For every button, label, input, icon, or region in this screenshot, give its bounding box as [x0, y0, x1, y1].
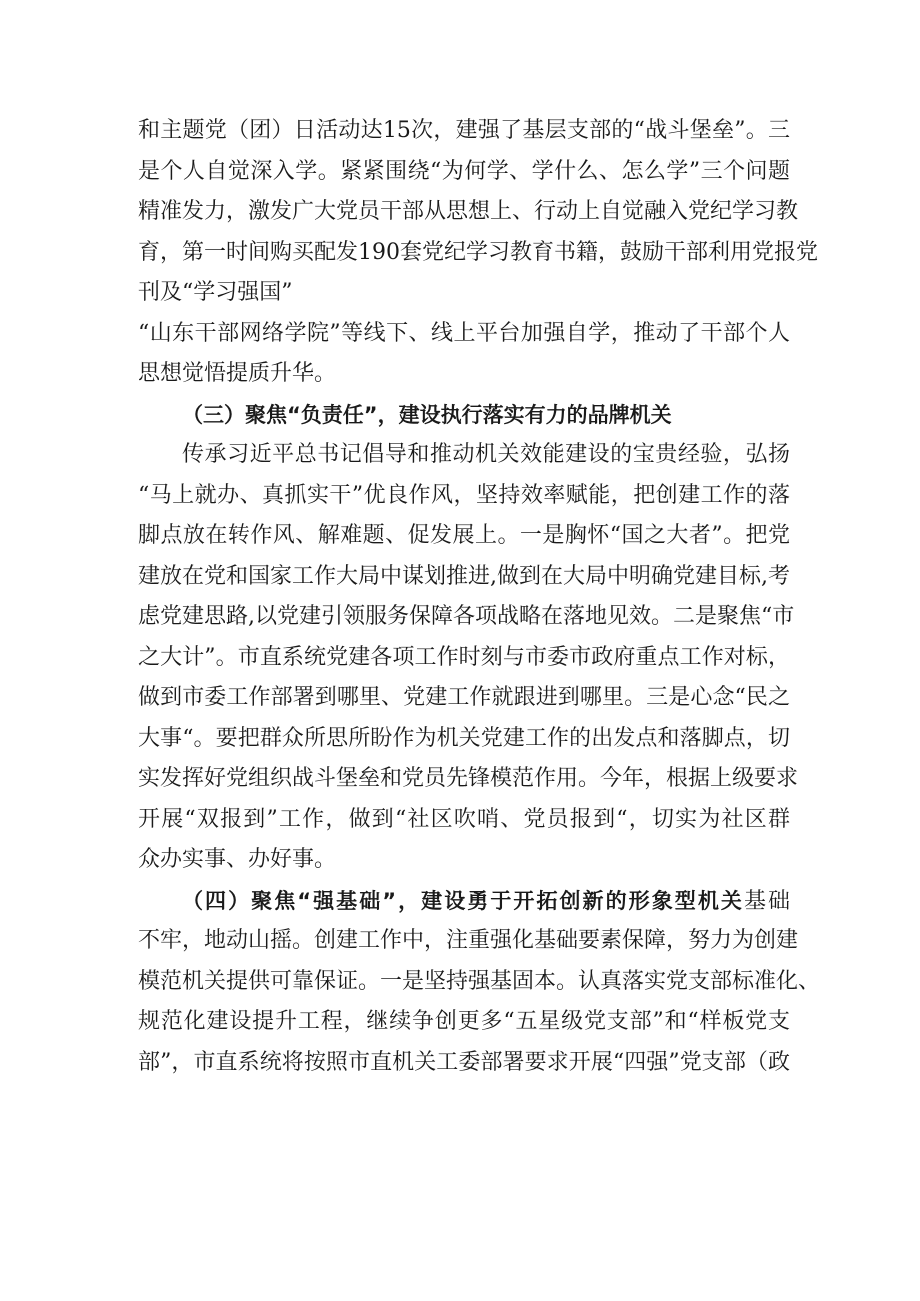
- paragraph-line: 和主题党（团）日活动达15次，建强了基层支部的“战斗堡垒”。三: [138, 118, 790, 143]
- paragraph-line: 之大计”。市直系统党建各项工作时刻与市委市政府重点工作对标，: [138, 644, 790, 670]
- section-heading-4: （四）聚焦“强基础”，建设勇于开拓创新的形象型机关: [182, 888, 744, 913]
- paragraph-text: 基础: [743, 888, 790, 914]
- paragraph-line: 部”，市直系统将按照市直机关工委部署要求开展“四强”党支部（政: [138, 1049, 790, 1075]
- paragraph-line: 做到市委工作部署到哪里、党建工作就跟进到哪里。三是心念“民之: [138, 685, 790, 710]
- document-body: [138, 111, 821, 1083]
- section-heading-3: （三）聚焦“负责任”，建设执行落实有力的品牌机关: [182, 402, 672, 427]
- paragraph-line: 刊及“学习强国”: [138, 280, 293, 305]
- paragraph-line: 是个人自觉深入学。紧紧围绕“为何学、学什么、怎么学”三个问题: [138, 158, 790, 184]
- paragraph-line: 虑党建思路,以党建引领服务保障各项战略在落地见效。二是聚焦“市: [138, 604, 795, 629]
- paragraph-line: “山东干部网络学院”等线下、线上平台加强自学，推动了干部个人: [138, 320, 790, 346]
- paragraph-line: 众办实事、办好事。: [138, 847, 337, 872]
- paragraph-line: 精准发力，激发广大党员干部从思想上、行动上自觉融入党纪学习教: [138, 199, 799, 224]
- paragraph-line: “马上就办、真抓实干”优良作风，坚持效率赋能，把创建工作的落: [138, 482, 790, 508]
- paragraph-line: 思想觉悟提质升华。: [138, 361, 337, 386]
- paragraph-line: 模范机关提供可靠保证。一是坚持强基固本。认真落实党支部标准化、: [138, 968, 821, 994]
- section-heading-4-line: [138, 881, 790, 922]
- paragraph-line: 规范化建设提升工程，继续争创更多“五星级党支部”和“样板党支: [138, 1009, 790, 1034]
- paragraph-line: 实发挥好党组织战斗堡垒和党员先锋模范作用。今年，根据上级要求: [138, 766, 799, 791]
- paragraph-line: 脚点放在转作风、解难题、促发展上。一是胸怀“国之大者”。把党: [138, 523, 790, 548]
- paragraph-line: 育，第一时间购买配发190套党纪学习教育书籍，鼓励干部利用党报党: [138, 239, 818, 265]
- paragraph-line: 建放在党和国家工作大局中谋划推进,做到在大局中明确党建目标,考: [138, 563, 790, 589]
- paragraph-line: 大事“。要把群众所思所盼作为机关党建工作的出发点和落脚点，切: [138, 725, 790, 751]
- paragraph-line: 开展“双报到”工作，做到“社区吹哨、党员报到“，切实为社区群: [138, 806, 790, 832]
- paragraph-line: 不牢，地动山摇。创建工作中，注重强化基础要素保障，努力为创建: [138, 928, 799, 953]
- paragraph-line: 传承习近平总书记倡导和推动机关效能建设的宝贵经验，弘扬: [182, 442, 790, 467]
